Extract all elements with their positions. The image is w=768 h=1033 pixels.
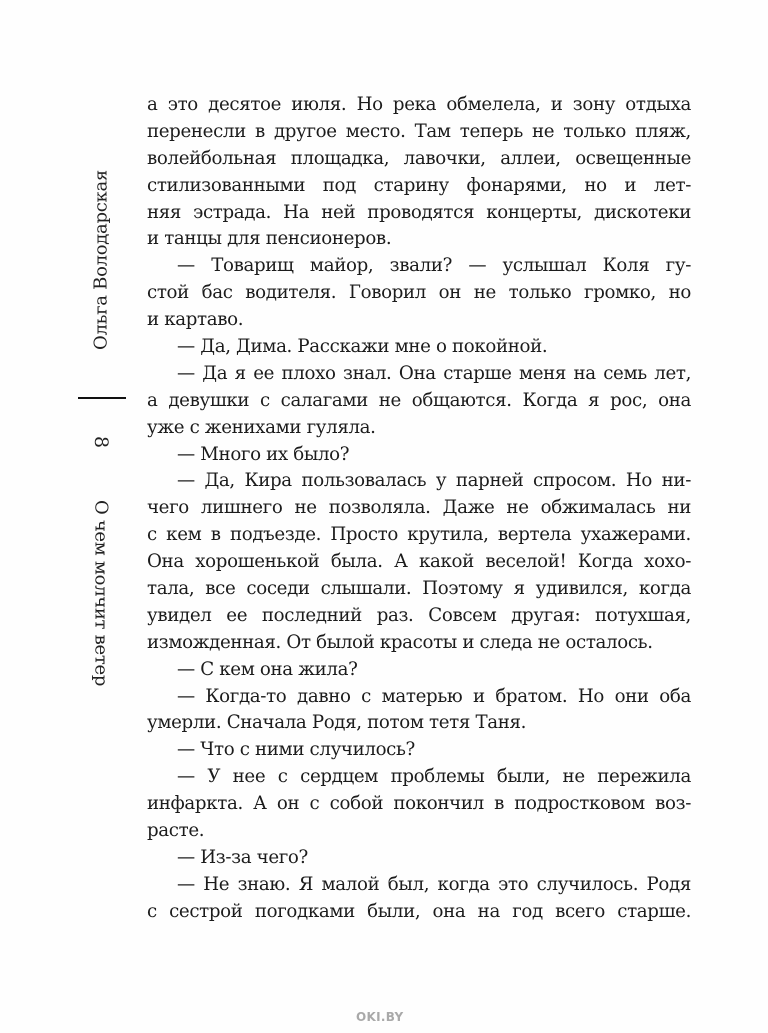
text-line: — С кем она жила? <box>177 658 358 680</box>
text-line: — Что с ними случилось? <box>177 739 415 761</box>
text-line: а это десятое июля. Но река обмелела, и зону отдыха <box>147 94 691 115</box>
text-line: стой бас водителя. Говорил он не только громко, но <box>147 282 691 304</box>
text-line: с кем в подъезде. Просто крутила, вертела ухажерами. <box>147 524 691 546</box>
text-line: Она хорошенькой была. А какой веселой! Когда хохо- <box>147 551 691 573</box>
text-line: — Из-за чего? <box>177 846 308 868</box>
header-divider <box>78 397 126 399</box>
text-line: — У нее с сердцем проблемы были, не пережила <box>177 766 691 788</box>
running-header-author: Ольга Володарская <box>90 170 112 350</box>
text-line: умерли. Сначала Родя, потом тетя Таня. <box>147 712 527 734</box>
text-line: и картаво. <box>147 309 244 331</box>
text-line: — Много их было? <box>177 443 350 465</box>
text-line: чего лишнего не позволяла. Даже не обжималась ни <box>147 497 691 519</box>
body-text <box>147 92 691 926</box>
text-line: а девушки с салагами не общаются. Когда я рос, она <box>147 389 691 411</box>
text-line: волейбольная площадка, лавочки, аллеи, освещенные <box>147 147 691 169</box>
text-line: — Да я ее плохо знал. Она старше меня на семь лет, <box>177 362 691 384</box>
text-line: уже с женихами гуляла. <box>147 416 376 438</box>
text-line: увидел ее последний раз. Совсем другая: потухшая, <box>147 604 691 626</box>
watermark: OKI.BY <box>356 1010 404 1024</box>
text-line: с сестрой погодками были, она на год всего старше. <box>147 900 691 922</box>
text-line: — Товарищ майор, звали? — услышал Коля гу- <box>177 255 691 277</box>
text-line: — Да, Дима. Расскажи мне о покойной. <box>177 336 548 358</box>
text-line: изможденная. От былой красоты и следа не осталось. <box>147 631 653 653</box>
page-number: 8 <box>90 435 112 449</box>
text-line: — Не знаю. Я малой был, когда это случилось. Родя <box>177 873 691 895</box>
text-line: и танцы для пенсионеров. <box>147 228 392 250</box>
text-line: тала, все соседи слышали. Поэтому я удивился, когда <box>147 578 691 600</box>
text-line: расте. <box>147 820 205 842</box>
text-line: няя эстрада. На ней проводятся концерты, дискотеки <box>147 201 691 223</box>
text-line: перенесли в другое место. Там теперь не только пляж, <box>147 120 691 142</box>
running-header-book-title: О чем молчит ветер <box>90 499 112 687</box>
text-line: инфаркта. А он с собой покончил в подростковом воз- <box>147 793 691 815</box>
text-line: — Когда-то давно с матерью и братом. Но они оба <box>177 685 691 707</box>
text-line: — Да, Кира пользовалась у парней спросом. Но ни- <box>177 470 691 492</box>
text-line: стилизованными под старину фонарями, но и лет- <box>147 174 691 196</box>
